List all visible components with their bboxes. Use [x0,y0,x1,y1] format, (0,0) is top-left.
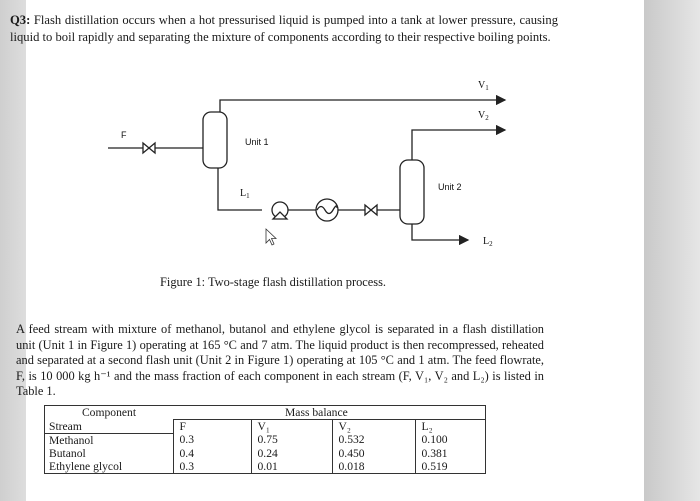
cell-methanol-v1: 0.75 [251,433,332,447]
cell-ethylene-glycol-l2: 0.519 [415,460,486,474]
problem-paragraph: A feed stream with mixture of methanol, butanol and ethylene glycol is separated in a flash distillation unit (Unit 1 in Figure 1) operating at 165 °C and 7 atm. The liquid product is then recompressed, reheated and separated at a second flash unit (Unit 2 in Figure 1) operating at 105 °C and 1 atm. The feed flowrate, F, is 10 000 kg h⁻¹ and the mass fraction of each component in each stream (F, V₁, V₂ and L₂) is listed in Table 1. [16,322,544,399]
mouse-cursor-icon [266,229,276,245]
row-methanol-label: Methanol [45,433,174,447]
cell-methanol-v2: 0.532 [332,433,415,447]
valve2-icon [365,205,377,215]
cell-methanol-l2: 0.100 [415,433,486,447]
v2-label: $V_2$ [478,110,489,122]
cell-butanol-f: 0.4 [173,447,251,460]
cell-ethylene-glycol-f: 0.3 [173,460,251,474]
cell-methanol-f: 0.3 [173,433,251,447]
cell-butanol-l2: 0.381 [415,447,486,460]
cell-butanol-v2: 0.450 [332,447,415,460]
feed-label: F [121,130,127,140]
v2-stream-line [412,130,505,160]
v1-label: $V_1$ [478,80,489,92]
heater-icon [316,199,338,221]
mass-balance-table [44,405,486,474]
question-label: Q3: [10,13,31,27]
row-butanol-label: Butanol [45,447,174,460]
mass-balance-header: Mass balance [251,406,415,420]
unit1-label: Unit 1 [245,137,269,147]
stream-header-v2: V₂ [332,420,415,434]
question-body: Flash distillation occurs when a hot pressurised liquid is pumped into a tank at lower pressure, causing liquid to boil rapidly and separating the mixture of components according to their respective boiling points. [10,13,558,44]
figure-caption: Figure 1: Two-stage flash distillation process. [160,275,387,289]
unit1-vessel [203,112,227,168]
pump-icon [272,202,288,219]
l2-label: $L_2$ [483,236,493,248]
unit2-vessel [400,160,424,224]
l1-label: $L_1$ [240,188,250,200]
stream-header-l2: L₂ [415,420,486,434]
cell-butanol-v1: 0.24 [251,447,332,460]
v1-stream-line [220,100,505,112]
unit2-label: Unit 2 [438,182,462,192]
component-header: Component [45,406,174,420]
l2-stream-line [412,224,468,240]
cell-ethylene-glycol-v2: 0.018 [332,460,415,474]
row-ethylene-glycol-label: Ethylene glycol [45,460,174,474]
stream-label: Stream [45,420,174,434]
stream-header-f: F [173,420,251,434]
cell-ethylene-glycol-v1: 0.01 [251,460,332,474]
stream-header-v1: V₁ [251,420,332,434]
feed-valve-icon [143,143,155,153]
